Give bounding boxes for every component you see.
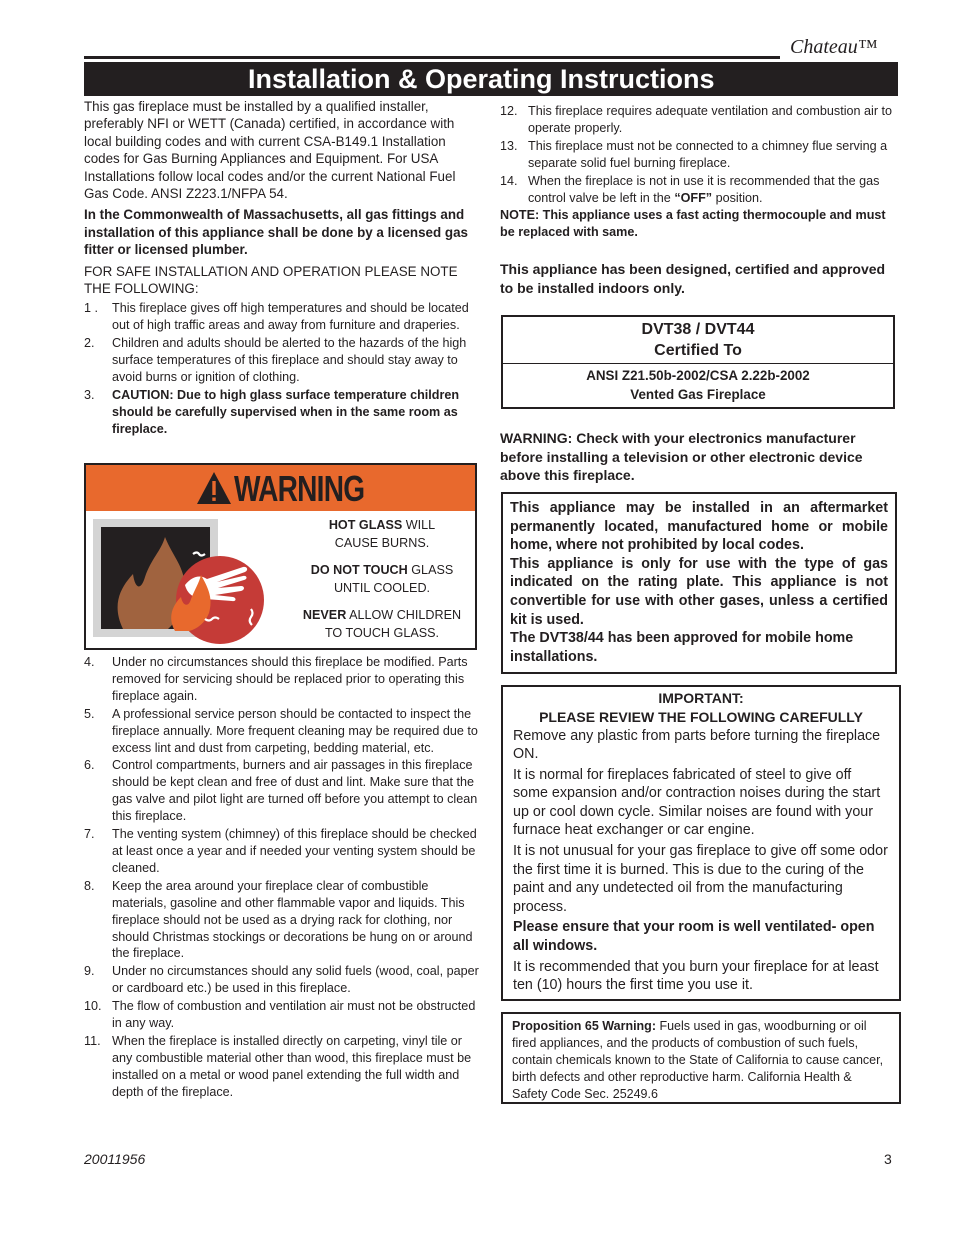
important-paragraph: Remove any plastic from parts before turning the fireplace ON. — [513, 727, 881, 763]
cert-certified-to: Certified To — [654, 342, 742, 359]
prop65-box — [501, 1012, 901, 1104]
list-item: 2. Children and adults should be alerted to the hazards of the high surface temperatures of this fireplace and should stay away to avoid burns or ignition of clothing. — [84, 336, 467, 385]
list-items-1-3 — [84, 300, 480, 437]
gas-type-paragraph: This appliance is only for use with the type of gas indicated on the rating plate. This appliance is not convertible for use with other gases, unless a certified kit is used. — [510, 555, 888, 628]
list-item: 6. Control compartments, burners and air passages in this fireplace should be kept clean and free of dust and lint. Make sure that the gas valve and pilot light are turned off before you attempt to clean this fireplace. — [84, 758, 478, 824]
list-items-4-11 — [84, 654, 482, 1101]
approval-paragraph: The DVT38/44 has been approved for mobile home installations. — [510, 630, 854, 665]
certification-box — [501, 315, 895, 409]
prop65-label: Proposition 65 Warning: — [512, 1019, 656, 1033]
mobile-home-box — [501, 492, 897, 674]
important-paragraph: It is not unusual for your gas fireplace to give off some odor the first time it is burned. This is due to the curing of the paint and any undetected oil from the manufacturing process. — [513, 843, 888, 915]
warning-text — [282, 517, 482, 642]
header-rule — [84, 56, 780, 59]
warning-line-hot-glass: HOT GLASS WILL CAUSE BURNS. — [328, 518, 436, 550]
indoors-statement: This appliance has been designed, certified and approved to be installed indoors only. — [500, 261, 886, 296]
important-heading: IMPORTANT: — [658, 690, 744, 706]
list-item: 8. Keep the area around your fireplace clear of combustible materials, gasoline and other flammable vapor and liquids. This fireplace should not be used as a drying rack for clothing, nor should Christmas stockings or decorations be hung on or around the fireplace. — [84, 878, 473, 961]
warning-label — [84, 463, 477, 650]
electronics-warning: WARNING: Check with your electronics manufacturer before installing a television or other electronic device above this fireplace. — [500, 430, 863, 483]
warning-triangle-icon — [196, 471, 232, 505]
left-column-top — [84, 98, 480, 438]
warning-header — [86, 465, 475, 511]
list-item: 9. Under no circumstances should any solid fuels (wood, coal, paper or cardboard etc.) be used in this fireplace. — [84, 964, 479, 996]
important-box — [501, 685, 901, 1001]
list-item-14: 14. When the fireplace is not in use it is recommended that the gas control valve be left in the “OFF” position. — [500, 173, 880, 206]
cert-models: DVT38 / DVT44 — [641, 321, 755, 338]
list-item: 4. Under no circumstances should this fireplace be modified. Parts removed for servicing should be replaced prior to operating this fireplace again. — [84, 655, 468, 703]
mobile-home-paragraph: This appliance may be installed in an aftermarket permanently located, manufactured home or mobile home, where not prohibited by local codes. — [510, 500, 888, 554]
cert-standard: ANSI Z21.50b-2002/CSA 2.22b-2002 — [586, 368, 810, 383]
thermocouple-note: NOTE: This appliance uses a fast acting thermocouple and must be replaced with same. — [500, 208, 886, 239]
brand-name: Chateau™ — [790, 36, 878, 58]
right-column-top — [500, 103, 900, 297]
warning-line-do-not-touch: DO NOT TOUCH GLASS UNTIL COOLED. — [310, 563, 454, 595]
list-item: 1 . This fireplace gives off high temperatures and should be located out of high traffic areas and away from furniture and draperies. — [84, 301, 469, 333]
list-item-caution: 3. CAUTION: Due to high glass surface temperature children should be carefully supervised when in the same room as fireplace. — [84, 388, 460, 436]
list-item: 13. This fireplace must not be connected to a chimney flue serving a separate solid fuel burning fireplace. — [500, 138, 888, 171]
list-item: 11. When the fireplace is installed directly on carpeting, vinyl tile or any combustible material other than wood, this fireplace must be installed on a metal or wood panel extending the full width and depth of the fireplace. — [84, 1033, 472, 1099]
list-item: 5. A professional service person should be contacted to inspect the fireplace annually. More frequent cleaning may be required due to excess lint and dust from carpeting, bedding material, etc. — [84, 706, 478, 755]
ventilation-paragraph: Please ensure that your room is well ventilated- open all windows. — [513, 919, 875, 955]
important-paragraph: It is normal for fireplaces fabricated of steel to give off some expansion and/or contraction noises during the start up or cool down cycle. Similar noises are found with your furnace heat exchanger or car engine. — [513, 766, 881, 839]
document-number: 20011956 — [84, 1151, 146, 1167]
important-paragraph: It is recommended that you burn your fireplace for at least ten (10) hours the first time you use it. — [513, 958, 879, 994]
important-subheading: PLEASE REVIEW THE FOLLOWING CAREFULLY — [539, 708, 863, 725]
prop65-text: Fuels used in gas, woodburning or oil fired appliances, and the products of combustion of such fuels, contain chemicals known to the State of California to cause cancer, birth defects and other reproductive harm. California Health & Safety Code Sec. 25249.6 — [512, 1019, 884, 1101]
list-item: 7. The venting system (chimney) of this fireplace should be checked at least once a year and if needed your venting system should be cleaned. — [84, 827, 477, 875]
intro-paragraph: This gas fireplace must be installed by a qualified installer, preferably NFI or WETT (Canada) certified, in accordance with local building codes and with current CSA-B149.1 Installation codes for Gas Burning Appliances and Equipment. For USA Installations follow local codes and/or the current National Fuel Gas Code. ANSI Z223.1/NFPA 54. — [84, 99, 456, 202]
cert-standard-block — [503, 363, 893, 404]
page-title: Installation & Operating Instructions — [84, 62, 898, 96]
hot-glass-fireplace-icon — [93, 519, 273, 644]
list-item: 10. The flow of combustion and ventilation air must not be obstructed in any way. — [84, 999, 476, 1031]
massachusetts-note: In the Commonwealth of Massachusetts, all gas fittings and installation of this appliance shall be done by a licensed gas fitter or licensed plumber. — [84, 207, 468, 258]
cert-type: Vented Gas Fireplace — [630, 387, 766, 402]
list-item: 12. This fireplace requires adequate ventilation and combustion air to operate properly. — [500, 104, 893, 136]
page-number: 3 — [884, 1151, 892, 1167]
safe-install-heading: FOR SAFE INSTALLATION AND OPERATION PLEASE NOTE THE FOLLOWING: — [84, 263, 458, 297]
warning-heading: WARNING — [234, 468, 365, 509]
warning-line-children: NEVER ALLOW CHILDREN TO TOUCH GLASS. — [302, 608, 462, 640]
